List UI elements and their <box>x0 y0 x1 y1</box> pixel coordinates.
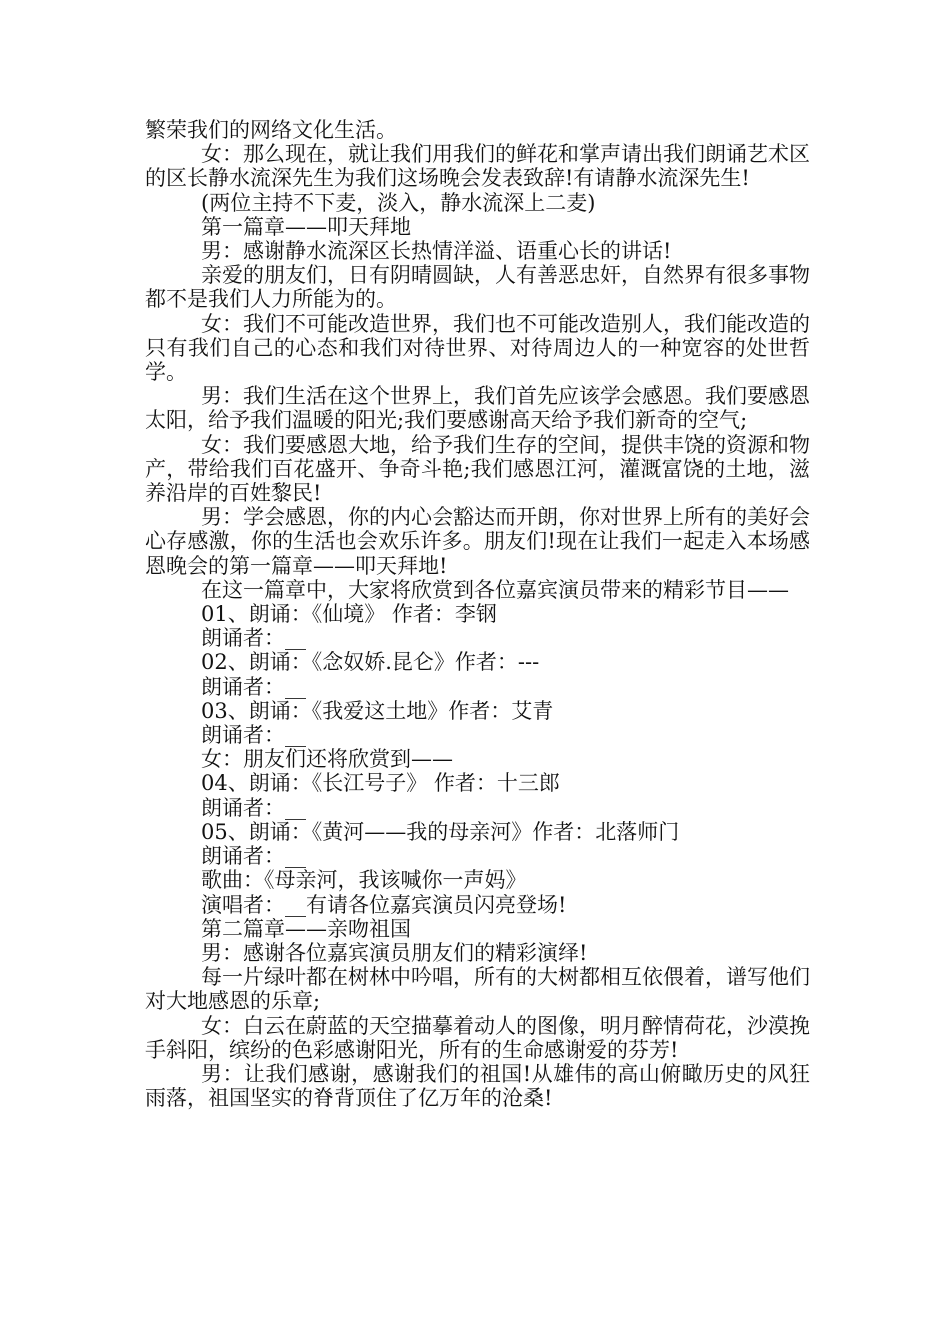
performer-line: 朗诵者：__ <box>201 626 306 651</box>
paragraph: 在这一篇章中，大家将欣赏到各位嘉宾演员带来的精彩节目—— <box>201 577 789 602</box>
program-item: 歌曲：《母亲河，我该喊你一声妈》 <box>201 868 527 893</box>
program-item: 04、朗诵：《长江号子》 作者：十三郎 <box>201 771 560 796</box>
paragraph: 繁荣我们的网络文化生活。 <box>145 118 397 142</box>
paragraph: 每一片绿叶都在树林中吟唱，所有的大树都相互依偎着，谱写他们对大地感恩的乐章; <box>145 965 810 1014</box>
dialogue-line: 女：朋友们还将欣赏到—— <box>201 747 453 772</box>
paragraph: 女：我们要感恩大地，给予我们生存的空间，提供丰饶的资源和物产，带给我们百花盛开、争奇斗艳;我们感恩江河，灌溉富饶的土地，滋养沿岸的百姓黎民! <box>145 432 810 506</box>
chapter-heading: 第一篇章——叩天拜地 <box>201 214 411 239</box>
program-item: 01、朗诵：《仙境》 作者：李钢 <box>201 602 497 627</box>
program-item: 03、朗诵：《我爱这土地》作者：艾青 <box>201 698 554 723</box>
performer-line: 演唱者：__有请各位嘉宾演员闪亮登场! <box>201 892 567 917</box>
document-body <box>145 118 810 1110</box>
paragraph: 男：学会感恩，你的内心会豁达而开朗，你对世界上所有的美好会心存感激，你的生活也会欢乐许多。朋友们!现在让我们一起走入本场感恩晚会的第一篇章——叩天拜地! <box>145 505 810 578</box>
paragraph: 女：那么现在，就让我们用我们的鲜花和掌声请出我们朗诵艺术区的区长静水流深先生为我们这场晚会发表致辞!有请静水流深先生! <box>145 142 810 191</box>
program-item: 05、朗诵：《黄河——我的母亲河》作者：北落师门 <box>201 819 680 844</box>
paragraph: 亲爱的朋友们，日有阴晴圆缺，人有善恶忠奸，自然界有很多事物都不是我们人力所能为的。 <box>145 263 810 312</box>
paragraph: 男：感谢静水流深区长热情洋溢、语重心长的讲话! <box>201 239 672 264</box>
performer-line: 朗诵者：__ <box>201 723 306 748</box>
paragraph: 男：让我们感谢，感谢我们的祖国!从雄伟的高山俯瞰历史的风狂雨落，祖国坚实的脊背顶住了亿万年的沧桑! <box>145 1061 810 1111</box>
chapter-heading: 第二篇章——亲吻祖国 <box>201 916 411 941</box>
performer-line: 朗诵者：__ <box>201 674 306 699</box>
paragraph: (两位主持不下麦，淡入，静水流深上二麦) <box>201 190 596 215</box>
performer-line: 朗诵者：__ <box>201 844 306 869</box>
program-item: 02、朗诵：《念奴娇.昆仑》作者：--- <box>201 650 540 675</box>
paragraph: 女：我们不可能改造世界，我们也不可能改造别人，我们能改造的只有我们自己的心态和我们对待世界、对待周边人的一种宽容的处世哲学。 <box>145 311 810 385</box>
paragraph: 女：白云在蔚蓝的天空描摹着动人的图像，明月醉情荷花，沙漠挽手斜阳，缤纷的色彩感谢阳光，所有的生命感谢爱的芬芳! <box>145 1013 810 1062</box>
dialogue-line: 男：感谢各位嘉宾演员朋友们的精彩演绎! <box>201 940 588 965</box>
paragraph: 男：我们生活在这个世界上，我们首先应该学会感恩。我们要感恩太阳，给予我们温暖的阳光;我们要感谢高天给予我们新奇的空气; <box>145 384 810 433</box>
performer-line: 朗诵者：__ <box>201 795 306 820</box>
